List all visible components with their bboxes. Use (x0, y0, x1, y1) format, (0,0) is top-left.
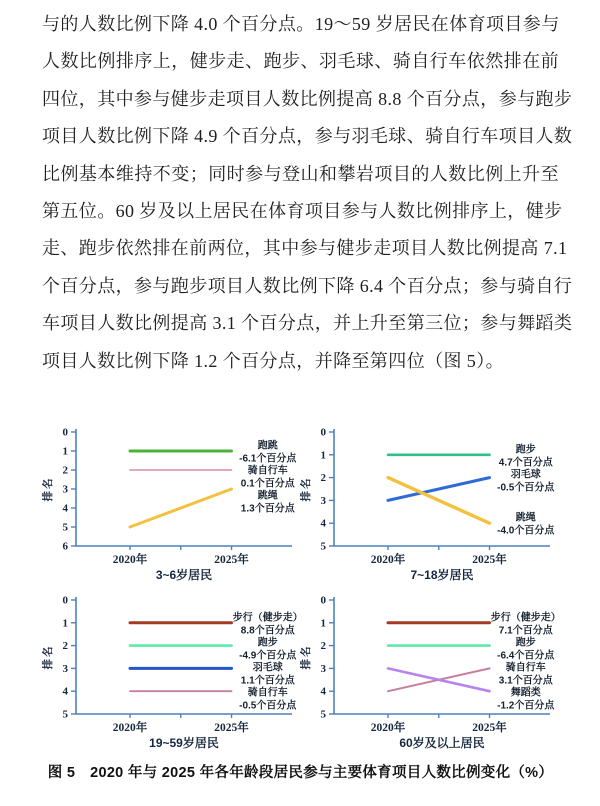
chart-age-60up (300, 592, 561, 754)
series-name: 跑步 (515, 637, 536, 649)
y-tick-label: 5 (320, 708, 326, 721)
y-tick-label: 0 (62, 594, 68, 607)
y-axis-title: 排名 (300, 476, 312, 502)
y-axis-title: 排名 (300, 644, 312, 670)
y-tick-label: 1 (62, 445, 68, 458)
y-tick-label: 5 (62, 708, 68, 721)
series-delta: 0.1个百分点 (240, 478, 295, 490)
series-name: 跳绳 (515, 512, 536, 524)
x-tick-label: 2020年 (370, 554, 406, 566)
y-tick-label: 0 (62, 426, 68, 439)
series-name: 跳绳 (257, 490, 278, 502)
series-delta: -0.5个百分点 (239, 700, 297, 712)
series-name: 骑自行车 (505, 662, 546, 674)
y-tick-label: 3 (62, 662, 68, 675)
series-delta: -1.2个百分点 (497, 700, 555, 712)
paragraph-line: 个百分点，参与跑步项目人数比例下降 6.4 个百分点；参与骑自行 (42, 275, 573, 296)
series-label (497, 635, 555, 661)
chart-age-7-18 (300, 424, 558, 586)
series-label (499, 442, 554, 468)
chart-canvas (42, 592, 303, 754)
y-tick-label: 4 (62, 502, 68, 515)
chart-subtitle: 19~59岁居民 (149, 736, 219, 750)
chart-subtitle: 60岁及以上居民 (399, 736, 485, 750)
series-line (130, 489, 232, 527)
y-axis-title: 排名 (42, 476, 54, 502)
y-tick-label: 0 (320, 594, 326, 607)
x-tick-label: 2025年 (472, 722, 507, 734)
series-delta: 8.8个百分点 (240, 625, 295, 637)
chart-subtitle: 3~6岁居民 (155, 568, 213, 582)
chart-canvas (300, 592, 561, 754)
paragraph-line: 人数比例排序上，健步走、跑步、羽毛球、骑自行车依然排在前 (42, 51, 559, 72)
series-name: 步行（健步走） (232, 612, 303, 624)
series-label (491, 610, 561, 636)
y-tick-label: 1 (320, 449, 326, 462)
y-tick-label: 2 (320, 640, 326, 653)
y-tick-label: 5 (320, 540, 326, 553)
series-line (388, 478, 490, 524)
x-tick-label: 2020年 (370, 722, 406, 734)
y-tick-label: 4 (320, 685, 326, 698)
chart-subtitle: 7~18岁居民 (410, 568, 474, 582)
series-label (239, 439, 297, 465)
chart-age-19-59 (42, 592, 303, 754)
y-tick-label: 0 (320, 426, 326, 439)
paragraph-line: 比例基本维持不变；同时参与登山和攀岩项目的人数比例上升至 (42, 163, 559, 184)
series-delta: -6.1个百分点 (239, 453, 297, 465)
y-tick-label: 4 (62, 685, 68, 698)
paragraph-line: 项目人数比例下降 4.9 个百分点，参与羽毛球、骑自行车项目人数 (42, 126, 573, 147)
series-label (233, 610, 303, 636)
chart-grid (42, 424, 559, 754)
paragraph-line: 走、跑步依然排在前两位，其中参与健步走项目人数比例提高 7.1 (42, 238, 568, 259)
series-name: 骑自行车 (247, 465, 288, 477)
series-name: 骑自行车 (247, 687, 288, 699)
paragraph-line: 项目人数比例下降 1.2 个百分点，并降至第四位（图 5）。 (42, 350, 504, 371)
series-delta: -4.9个百分点 (239, 650, 297, 662)
y-tick-label: 3 (320, 494, 326, 507)
series-line (388, 478, 490, 501)
series-label (497, 685, 555, 711)
series-delta: 1.3个百分点 (240, 503, 295, 515)
x-tick-label: 2025年 (214, 722, 249, 734)
chart-canvas (300, 424, 558, 586)
series-delta: 7.1个百分点 (498, 625, 553, 637)
series-name: 羽毛球 (252, 662, 283, 674)
series-label (239, 685, 297, 711)
x-tick-label: 2020年 (112, 722, 148, 734)
x-tick-label: 2025年 (214, 554, 249, 566)
paragraph-line: 四位，其中参与健步走项目人数比例提高 8.8 个百分点，参与跑步 (42, 88, 573, 109)
chart-age-3-6 (42, 424, 300, 586)
series-label (239, 635, 297, 661)
series-delta: 4.7个百分点 (498, 457, 553, 469)
series-label (497, 467, 555, 493)
y-tick-label: 2 (62, 640, 68, 653)
y-tick-label: 2 (62, 464, 68, 477)
y-tick-label: 3 (320, 662, 326, 675)
paragraph-line: 与的人数比例下降 4.0 个百分点。19～59 岁居民在体育项目参与 (42, 14, 560, 34)
y-tick-label: 1 (62, 617, 68, 630)
series-name: 步行（健步走） (490, 612, 561, 624)
y-tick-label: 2 (320, 472, 326, 485)
y-tick-label: 5 (62, 521, 68, 534)
paragraph-line: 第五位。60 岁及以上居民在体育项目参与人数比例排序上，健步 (42, 201, 563, 222)
x-tick-label: 2020年 (112, 554, 148, 566)
series-name: 跑跳 (257, 440, 278, 452)
series-name: 跑步 (515, 444, 536, 456)
series-delta: -0.5个百分点 (497, 482, 555, 494)
series-label (241, 464, 296, 490)
series-label (241, 660, 296, 686)
series-label (497, 511, 555, 537)
series-name: 羽毛球 (510, 469, 541, 481)
series-delta: 1.1个百分点 (240, 675, 295, 687)
series-name: 舞蹈类 (510, 687, 541, 699)
series-delta: 3.1个百分点 (498, 675, 553, 687)
series-label (499, 660, 554, 686)
y-tick-label: 4 (320, 517, 326, 530)
figure-caption: 图 5 2020 年与 2025 年各年龄段居民参与主要体育项目人数比例变化（%） (47, 765, 554, 781)
series-delta: -4.0个百分点 (497, 525, 555, 537)
figure-5 (42, 424, 559, 782)
series-delta: -6.4个百分点 (497, 650, 555, 662)
y-tick-label: 1 (320, 617, 326, 630)
series-name: 跑步 (257, 637, 278, 649)
series-label (241, 489, 296, 515)
y-axis-title: 排名 (42, 644, 54, 670)
y-tick-label: 6 (62, 540, 68, 553)
body-paragraph (42, 6, 573, 380)
paragraph-line: 车项目人数比例提高 3.1 个百分点，并上升至第三位；参与舞蹈类 (42, 313, 573, 334)
chart-canvas (42, 424, 300, 586)
y-tick-label: 3 (62, 483, 68, 496)
x-tick-label: 2025年 (472, 554, 507, 566)
